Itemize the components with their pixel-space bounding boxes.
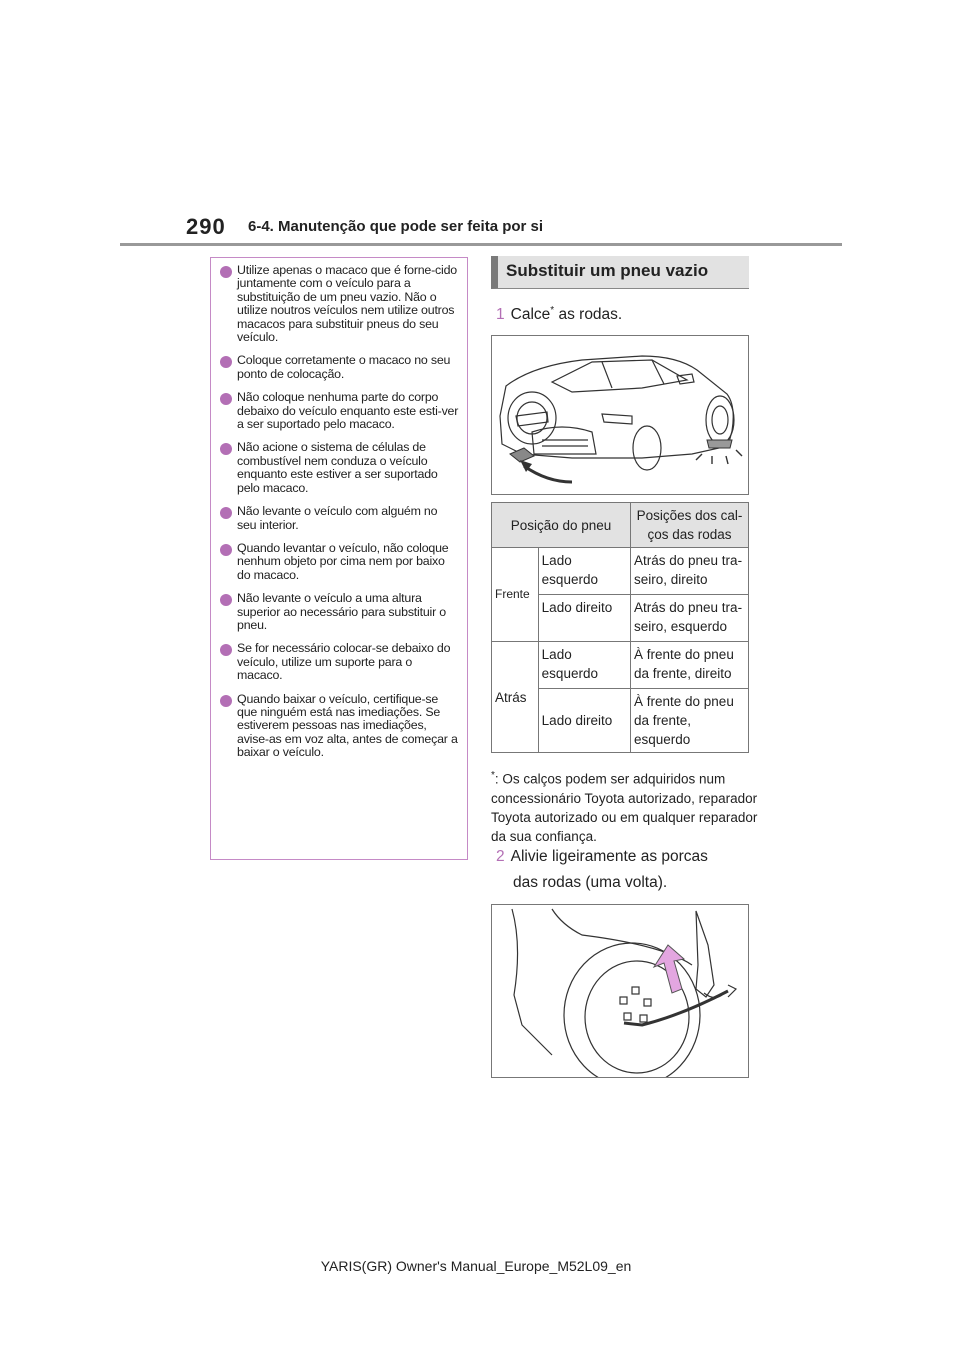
bullet-icon bbox=[220, 544, 232, 556]
wheel-illustration bbox=[492, 905, 748, 1077]
row-label-rear: Atrás bbox=[492, 642, 539, 753]
caution-box bbox=[210, 257, 468, 860]
section-title: 6-4. Manutenção que pode ser feita por si bbox=[248, 218, 544, 235]
subheading-text: Substituir um pneu vazio bbox=[506, 261, 709, 280]
footnote-mark: * bbox=[491, 770, 495, 781]
footer bbox=[0, 1258, 960, 1274]
bullet-icon bbox=[220, 443, 232, 455]
bullet-icon bbox=[220, 594, 232, 606]
header-chock-position: Posições dos cal-ços das rodas bbox=[631, 503, 749, 548]
bullet-icon bbox=[220, 393, 232, 405]
footnote-text: : Os calços podem ser adquiridos num concessionário Toyota autorizado, reparador Toyota autorizado ou em qualquer reparador da sua confiança. bbox=[491, 771, 758, 844]
step-1 bbox=[496, 300, 622, 326]
caution-item: Não coloque nenhuma parte do corpo debaixo do veículo enquanto este esti-ver a ser suportado pelo macaco. bbox=[220, 391, 459, 431]
table-row bbox=[492, 548, 749, 595]
cell-front-right-label: Lado direito bbox=[538, 595, 630, 642]
header-divider bbox=[120, 243, 842, 246]
caution-item: Utilize apenas o macaco que é forne-cido juntamente com o veículo para a substituição de um pneu vazio. Não o utilize noutros veículos nem utilize outros macacos para substituir pneus do seu veículo. bbox=[220, 264, 459, 344]
caution-item: Quando baixar o veículo, certifique-se que ninguém está nas imediações. Se estiverem pessoas nas imediações, avise-as em voz alta, antes de começar a baixar o veículo. bbox=[220, 693, 459, 760]
table-row bbox=[492, 642, 749, 689]
cell-rear-right-value: À frente do pneu da frente, esquerdo bbox=[631, 689, 749, 753]
step-text-line1: Alivie ligeiramente as porcas bbox=[510, 848, 708, 865]
bullet-icon bbox=[220, 695, 232, 707]
step-text-rest: as rodas. bbox=[554, 306, 623, 324]
bullet-icon bbox=[220, 507, 232, 519]
cell-front-left-value: Atrás do pneu tra-seiro, direito bbox=[631, 548, 749, 595]
footer-text: YARIS(GR) Owner's Manual_Europe_M52L09_en bbox=[320, 1258, 632, 1274]
table-header-row bbox=[492, 503, 749, 548]
cell-front-left-label: Lado esquerdo bbox=[538, 548, 630, 595]
bullet-icon bbox=[220, 356, 232, 368]
step-number: 1 bbox=[496, 306, 505, 324]
asterisk-mark: * bbox=[550, 305, 555, 316]
header-tire-position: Posição do pneu bbox=[492, 503, 631, 548]
step-2 bbox=[496, 846, 756, 894]
cell-rear-left-label: Lado esquerdo bbox=[538, 642, 630, 689]
caution-item: Se for necessário colocar-se debaixo do veículo, utilize um suporte para o macaco. bbox=[220, 642, 459, 682]
step-number: 2 bbox=[496, 848, 505, 865]
step-text: Calce bbox=[510, 306, 551, 324]
page-number: 290 bbox=[186, 214, 226, 239]
caution-item: Coloque corretamente o macaco no seu ponto de colocação. bbox=[220, 354, 459, 381]
caution-item: Não levante o veículo com alguém no seu interior. bbox=[220, 505, 459, 532]
cell-rear-right-label: Lado direito bbox=[538, 689, 630, 753]
bullet-icon bbox=[220, 266, 232, 278]
car-illustration bbox=[492, 336, 748, 494]
bullet-icon bbox=[220, 644, 232, 656]
car-chock-illustration bbox=[491, 335, 749, 495]
cell-front-right-value: Atrás do pneu tra-seiro, esquerdo bbox=[631, 595, 749, 642]
wheel-nut-illustration bbox=[491, 904, 749, 1078]
footnote bbox=[491, 766, 761, 846]
caution-item: Quando levantar o veículo, não coloque nenhum objeto por cima nem por baixo do macaco. bbox=[220, 542, 459, 582]
chock-position-table bbox=[491, 502, 749, 753]
row-label-front: Frente bbox=[492, 548, 539, 642]
step-text-line2: das rodas (uma volta). bbox=[513, 874, 668, 891]
subheading bbox=[491, 256, 749, 289]
caution-item: Não levante o veículo a uma altura superior ao necessário para substituir o pneu. bbox=[220, 592, 459, 632]
caution-item: Não acione o sistema de células de combustível nem conduza o veículo enquanto este estiver a ser suportado pelo macaco. bbox=[220, 441, 459, 495]
cell-rear-left-value: À frente do pneu da frente, direito bbox=[631, 642, 749, 689]
